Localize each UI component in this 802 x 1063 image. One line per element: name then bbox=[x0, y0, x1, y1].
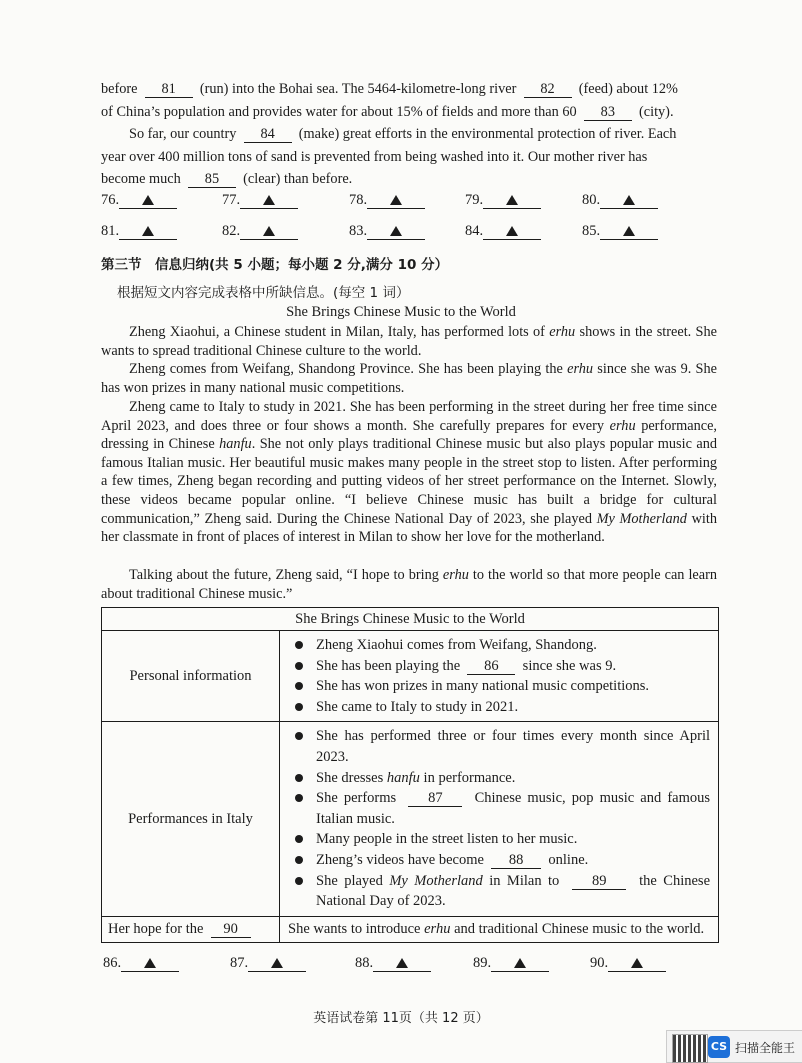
performances-cell bbox=[280, 722, 719, 916]
qr-code-icon bbox=[672, 1034, 708, 1063]
answer-slot[interactable]: 90. bbox=[590, 955, 666, 972]
article-paragraph-3: Zheng came to Italy to study in 2021. She has been performing in the street during her free time since April 2023, and does three or four shows a month. She carefully prepares for every erhu performance, dressing in Chinese hanfu. She not only plays traditional Chinese music but also plays popular music and famous Italian music. Her beautiful music makes many people in the street stop to listen. After performing a few times, Zheng began recording and putting videos of her street performance on the Internet. Slowly, these videos became popular online. “I believe Chinese music has built a bridge for cultural communication,” Zheng said. During the Chinese National Day of 2023, she played My Motherland with her classmate in front of places of interest in Milan to show her love for the motherland. bbox=[101, 399, 718, 546]
answer-slot[interactable]: 85. bbox=[582, 223, 658, 240]
answer-row-76-80 bbox=[101, 192, 721, 212]
list-item: Zheng’s videos have become 88 online. bbox=[288, 850, 710, 871]
answer-slot[interactable]: 81. bbox=[101, 223, 177, 240]
blank-85: 85 bbox=[188, 172, 236, 188]
passage-line-5: become much 85 (clear) than before. bbox=[101, 171, 353, 187]
personal-info-label: Personal information bbox=[102, 631, 280, 722]
triangle-icon bbox=[263, 226, 275, 236]
triangle-icon bbox=[506, 226, 518, 236]
answer-slot[interactable]: 76. bbox=[101, 192, 177, 209]
blank-89: 89 bbox=[572, 874, 626, 890]
passage-line-1: before 81 (run) into the Bohai sea. The 5464-kilometre-long river 82 (feed) about 12% bbox=[101, 81, 678, 97]
hope-label: Her hope for the 90 bbox=[102, 916, 280, 942]
triangle-icon bbox=[623, 195, 635, 205]
answer-slot[interactable]: 79. bbox=[465, 192, 541, 209]
answer-slot[interactable]: 83. bbox=[349, 223, 425, 240]
triangle-icon bbox=[631, 958, 643, 968]
answer-slot[interactable]: 80. bbox=[582, 192, 658, 209]
blank-83: 83 bbox=[584, 105, 632, 121]
list-item: She has performed three or four times every month since April 2023. bbox=[288, 726, 710, 767]
triangle-icon bbox=[271, 958, 283, 968]
triangle-icon bbox=[390, 226, 402, 236]
list-item: She performs 87 Chinese music, pop music and famous Italian music. bbox=[288, 788, 710, 829]
answer-slot[interactable]: 88. bbox=[355, 955, 431, 972]
passage-line-4: year over 400 million tons of sand is prevented from being washed into it. Our mother river has bbox=[101, 148, 648, 165]
hope-cell: She wants to introduce erhu and traditional Chinese music to the world. bbox=[280, 916, 719, 942]
list-item: She dresses hanfu in performance. bbox=[288, 768, 710, 789]
answer-slot[interactable]: 82. bbox=[222, 223, 298, 240]
performances-label: Performances in Italy bbox=[102, 722, 280, 916]
triangle-icon bbox=[396, 958, 408, 968]
passage-line-2: of China’s population and provides water for about 15% of fields and more than 60 83 (city). bbox=[101, 103, 674, 120]
personal-info-cell bbox=[280, 631, 719, 722]
triangle-icon bbox=[514, 958, 526, 968]
scanner-app-name: 扫描全能王 bbox=[735, 1041, 796, 1055]
blank-81: 81 bbox=[145, 82, 193, 98]
list-item: She played My Motherland in Milan to 89 the Chinese National Day of 2023. bbox=[288, 871, 710, 912]
blank-87: 87 bbox=[408, 791, 462, 807]
list-item: Zheng Xiaohui comes from Weifang, Shandong. bbox=[288, 635, 710, 656]
article-paragraph-1: Zheng Xiaohui, a Chinese student in Milan, Italy, has performed lots of erhu shows in the street. She wants to spread traditional Chinese culture to the world. bbox=[101, 324, 717, 359]
camscanner-logo-icon: CS bbox=[708, 1036, 730, 1058]
article-paragraph-4: Talking about the future, Zheng said, “I hope to bring erhu to the world so that more people can learn about traditional Chinese music.” bbox=[101, 567, 718, 602]
triangle-icon bbox=[263, 195, 275, 205]
article-paragraph-2: Zheng comes from Weifang, Shandong Province. She has been playing the erhu since she was 9. She has won prizes in many national music competitions. bbox=[101, 361, 717, 396]
section-heading: 第三节 信息归纳(共 5 小题；每小题 2 分,满分 10 分） bbox=[101, 257, 449, 273]
triangle-icon bbox=[623, 226, 635, 236]
answer-slot[interactable]: 84. bbox=[465, 223, 541, 240]
triangle-icon bbox=[142, 226, 154, 236]
triangle-icon bbox=[390, 195, 402, 205]
blank-86: 86 bbox=[467, 659, 515, 675]
triangle-icon bbox=[144, 958, 156, 968]
table-header: She Brings Chinese Music to the World bbox=[102, 608, 719, 631]
answer-slot[interactable]: 77. bbox=[222, 192, 298, 209]
passage-line-3: So far, our country 84 (make) great efforts in the environmental protection of river. Each bbox=[129, 126, 677, 142]
list-item: She has been playing the 86 since she was 9. bbox=[288, 656, 710, 677]
answer-row-86-90 bbox=[103, 955, 723, 975]
answer-slot[interactable]: 87. bbox=[230, 955, 306, 972]
article-title: She Brings Chinese Music to the World bbox=[286, 304, 516, 320]
answer-row-81-85 bbox=[101, 223, 721, 243]
blank-88: 88 bbox=[491, 853, 541, 869]
list-item: She has won prizes in many national music competitions. bbox=[288, 676, 710, 697]
passage-continued bbox=[101, 78, 717, 191]
list-item: Many people in the street listen to her music. bbox=[288, 829, 710, 850]
answer-slot[interactable]: 78. bbox=[349, 192, 425, 209]
list-item: She came to Italy to study in 2021. bbox=[288, 697, 710, 718]
blank-84: 84 bbox=[244, 127, 292, 143]
blank-90: 90 bbox=[211, 922, 251, 938]
section-instruction: 根据短文内容完成表格中所缺信息。(每空 1 词） bbox=[117, 285, 410, 301]
triangle-icon bbox=[506, 195, 518, 205]
info-table bbox=[101, 607, 719, 943]
triangle-icon bbox=[142, 195, 154, 205]
answer-slot[interactable]: 89. bbox=[473, 955, 549, 972]
page-footer: 英语试卷第 11页（共 12 页） bbox=[313, 1011, 489, 1026]
answer-slot[interactable]: 86. bbox=[103, 955, 179, 972]
blank-82: 82 bbox=[524, 82, 572, 98]
